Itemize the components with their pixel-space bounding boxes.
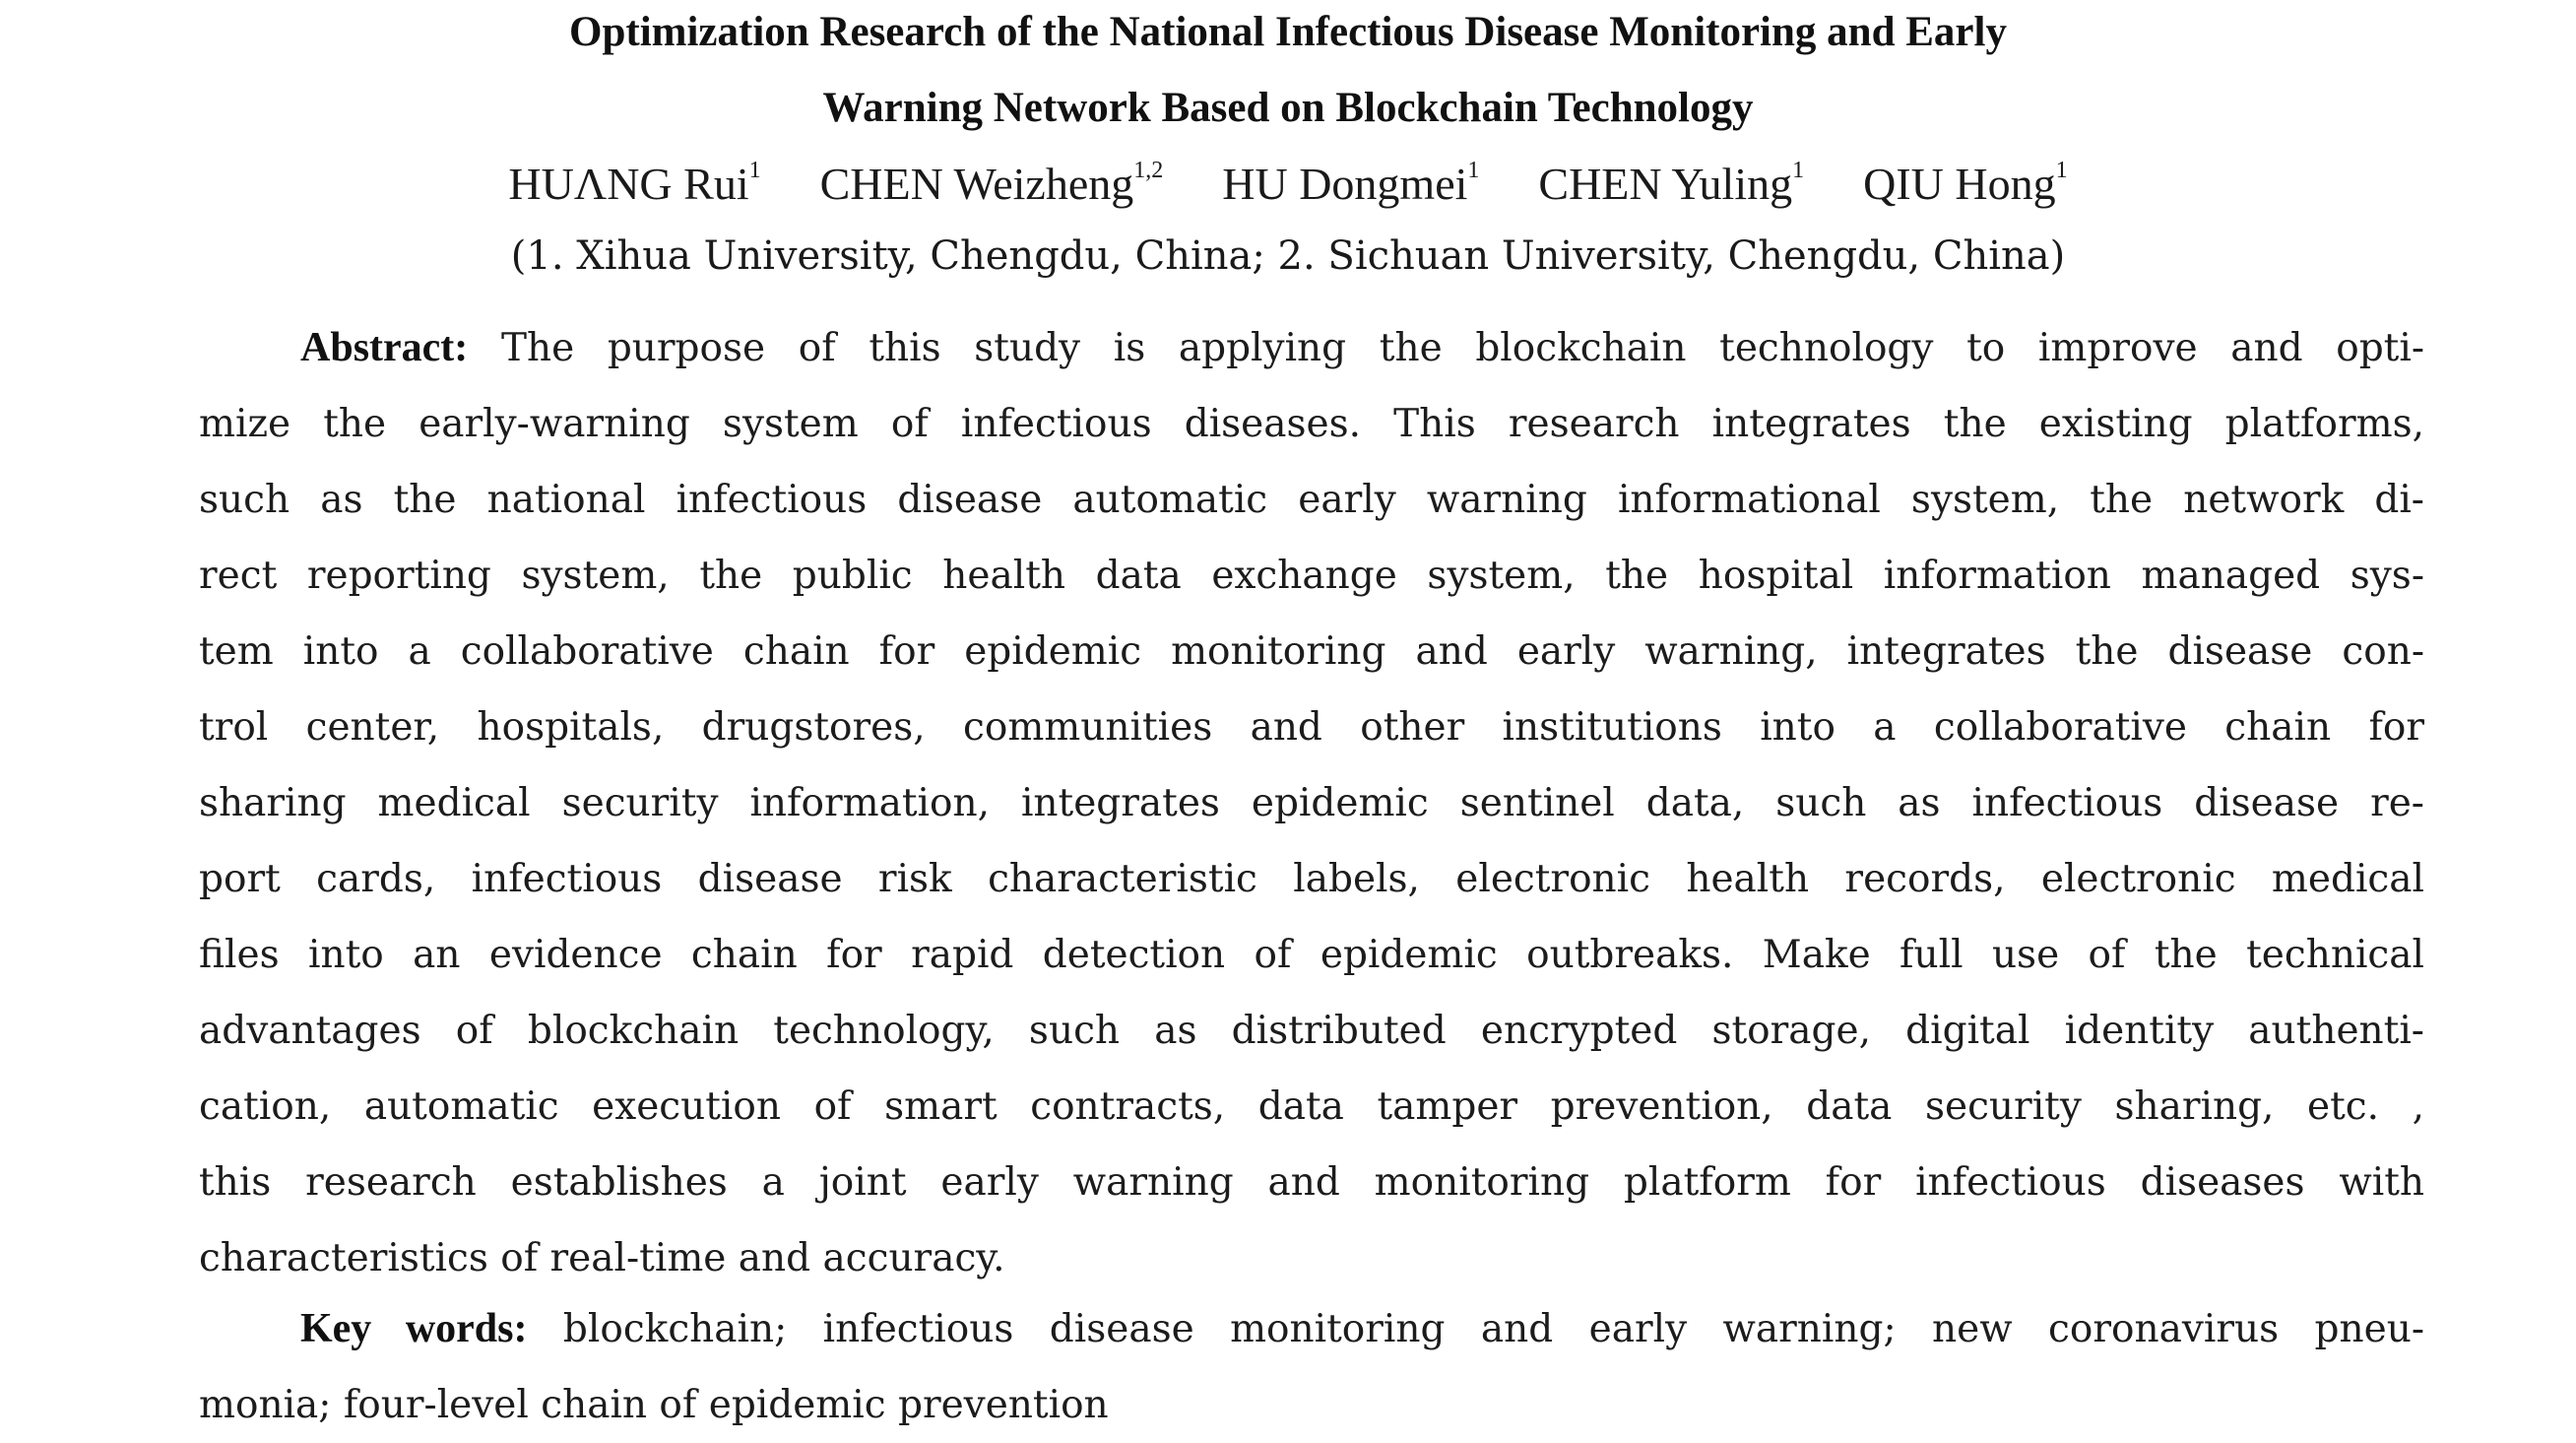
author-affiliation-mark: 1,2 <box>1133 157 1164 183</box>
author-affiliation-mark: 1 <box>748 157 761 183</box>
author: CHEN Yuling$^1$ <box>1538 157 1805 209</box>
abstract-line: Abstract: The purpose of this study is applying the blockchain technology to improve and opti- <box>300 325 2424 370</box>
abstract-section <box>199 310 2424 1296</box>
author: CHEN Weizheng$^{1,2}$ <box>819 157 1164 209</box>
keywords-line: monia; four-level chain of epidemic prevention <box>199 1383 1109 1427</box>
abstract-line: cation, automatic execution of smart contracts, data tamper prevention, data security sharing, etc. , <box>199 1084 2424 1129</box>
abstract-line: files into an evidence chain for rapid detection of epidemic outbreaks. Make full use of the technical <box>199 933 2424 977</box>
abstract-line: rect reporting system, the public health data exchange system, the hospital information managed sys- <box>199 554 2424 598</box>
abstract-line: tem into a collaborative chain for epidemic monitoring and early warning, integrates the disease con- <box>199 629 2424 674</box>
abstract-line: characteristics of real-time and accuracy. <box>199 1236 1005 1280</box>
keywords-line: Key words: blockchain; infectious disease monitoring and early warning; new coronavirus pneu- <box>300 1306 2424 1351</box>
keywords-label: Key words: <box>300 1306 528 1351</box>
abstract-line: port cards, infectious disease risk characteristic labels, electronic health records, electronic medical <box>199 857 2424 901</box>
author: HU Dongmei$^1$ <box>1222 157 1480 209</box>
author-affiliation-mark: 1 <box>1467 157 1480 183</box>
keywords-section <box>199 1291 2424 1443</box>
author-affiliation-mark: 1 <box>1792 157 1805 183</box>
author: HUΛNG Rui$^1$ <box>508 157 761 209</box>
abstract-line: this research establishes a joint early warning and monitoring platform for infectious diseases with <box>199 1160 2424 1205</box>
author: QIU Hong$^1$ <box>1863 157 2068 209</box>
author-affiliation-mark: 1 <box>2055 157 2068 183</box>
abstract-line: advantages of blockchain technology, such as distributed encrypted storage, digital identity authenti- <box>199 1009 2424 1053</box>
abstract-label: Abstract: <box>300 325 469 370</box>
abstract-line: trol center, hospitals, drugstores, communities and other institutions into a collaborative chain for <box>199 705 2424 750</box>
abstract-line: mize the early-warning system of infectious diseases. This research integrates the existing platforms, <box>199 402 2424 446</box>
paper-title-line-2: Warning Network Based on Blockchain Technology <box>822 85 1754 131</box>
affiliation-line: (1. Xihua University, Chengdu, China; 2. Sichuan University, Chengdu, China) <box>510 233 2066 279</box>
abstract-line: such as the national infectious disease automatic early warning informational system, the network di- <box>199 478 2424 522</box>
paper-title-line-1: Optimization Research of the National Infectious Disease Monitoring and Early <box>569 9 2007 55</box>
abstract-line: sharing medical security information, integrates epidemic sentinel data, such as infectious disease re- <box>199 781 2424 825</box>
author-list <box>0 158 2576 210</box>
